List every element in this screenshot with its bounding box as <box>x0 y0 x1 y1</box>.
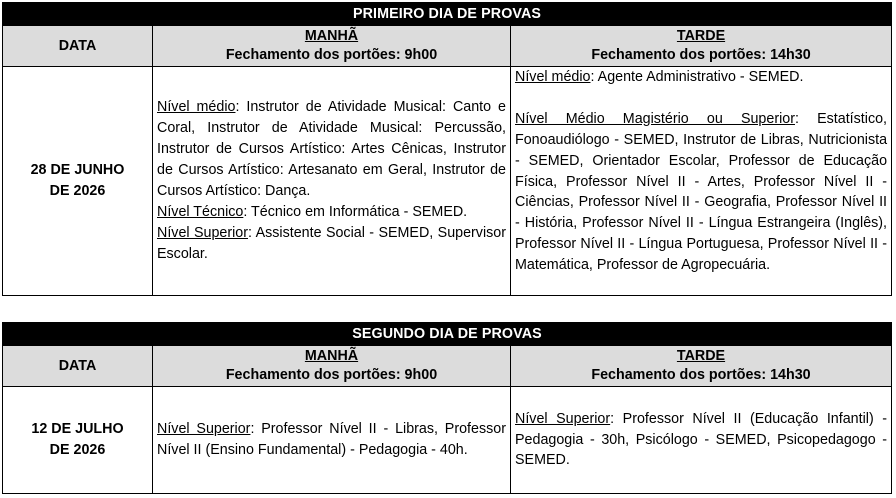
positions-medio: : Agente Administrativo - SEMED. <box>590 69 804 85</box>
afternoon-label: TARDE <box>676 348 726 364</box>
morning-superior-paragraph <box>157 419 506 461</box>
positions-medio: : Instrutor de Atividade Musical: Canto e Coral, Instrutor de Atividade Musical: Percussão, Instrutor de Cursos Artístico: Artes Cênicas, Instrutor de Cursos Artístico: Artesanato em Geral, Instrutor de Cursos Artístico: Dança. <box>157 99 506 199</box>
exam-date-line1: 12 DE JULHO <box>31 421 124 437</box>
date-column-header: DATA <box>3 346 153 387</box>
positions-magisterio: : Estatístico, Fonoaudiólogo - SEMED, Instrutor de Libras, Nutricionista - SEMED, Orientador Escolar, Professor de Educação Física, Professor Nível II - Artes, Professor Nível II - Ciências, Professor Nível II - Geografia, Professor Nível II - História, Professor Nível II - Língua Estrangeira (Inglês), Professor Nível II - Língua Portuguesa, Professor Nível II - Matemática, Professor de Agropecuária. <box>515 110 888 274</box>
level-label-medio: Nível médio <box>515 69 591 85</box>
morning-label: MANHÃ <box>304 348 359 364</box>
level-label-superior: Nível Superior <box>515 410 611 427</box>
positions-tecnico: : Técnico em Informática - SEMED. <box>243 203 468 220</box>
morning-superior-paragraph <box>157 223 506 265</box>
afternoon-medio-paragraph <box>515 67 887 88</box>
positions-superior: : Professor Nível II (Educação Infantil) - Pedagogia - 30h, Psicólogo - SEMED, Psicopedagogo - SEMED. <box>515 410 888 469</box>
exam-date-cell <box>3 387 153 494</box>
exam-date-line2: DE 2026 <box>49 442 106 458</box>
exam-date-cell <box>3 67 153 296</box>
level-label-superior: Nível Superior <box>157 421 251 438</box>
paragraph-spacer <box>515 88 887 109</box>
morning-tecnico-paragraph <box>157 202 506 223</box>
afternoon-column-header <box>511 346 892 387</box>
first-day-schedule-table <box>2 2 892 296</box>
level-label-tecnico: Nível Técnico <box>157 203 244 220</box>
exam-date-line2: DE 2026 <box>49 183 106 199</box>
afternoon-gate-closing: Fechamento dos portões: 14h30 <box>591 47 811 63</box>
afternoon-superior-paragraph <box>515 409 887 472</box>
afternoon-label: TARDE <box>676 28 726 44</box>
morning-gate-closing: Fechamento dos portões: 9h00 <box>225 367 438 383</box>
positions-superior: : Assistente Social - SEMED, Supervisor Escolar. <box>157 224 506 262</box>
second-day-title: SEGUNDO DIA DE PROVAS <box>3 323 892 346</box>
positions-superior: : Professor Nível II - Libras, Professor Nível II (Ensino Fundamental) - Pedagogia - 40h. <box>157 421 506 458</box>
afternoon-magisterio-paragraph <box>515 109 887 276</box>
morning-positions-cell <box>153 67 511 296</box>
morning-column-header <box>153 346 511 387</box>
morning-positions-cell <box>153 387 511 494</box>
morning-gate-closing: Fechamento dos portões: 9h00 <box>225 47 438 63</box>
afternoon-positions-cell <box>511 387 892 494</box>
level-label-superior: Nível Superior <box>157 224 249 241</box>
level-label-magisterio: Nível Médio Magistério ou Superior <box>515 110 795 127</box>
morning-medio-paragraph <box>157 97 506 202</box>
morning-column-header <box>153 26 511 67</box>
second-day-schedule-table <box>2 322 892 494</box>
afternoon-positions-cell <box>511 67 892 296</box>
first-day-title: PRIMEIRO DIA DE PROVAS <box>3 3 892 26</box>
afternoon-gate-closing: Fechamento dos portões: 14h30 <box>591 367 811 383</box>
morning-label: MANHÃ <box>304 28 359 44</box>
level-label-medio: Nível médio <box>157 99 236 116</box>
afternoon-column-header <box>511 26 892 67</box>
exam-date-line1: 28 DE JUNHO <box>30 162 125 178</box>
date-column-header: DATA <box>3 26 153 67</box>
